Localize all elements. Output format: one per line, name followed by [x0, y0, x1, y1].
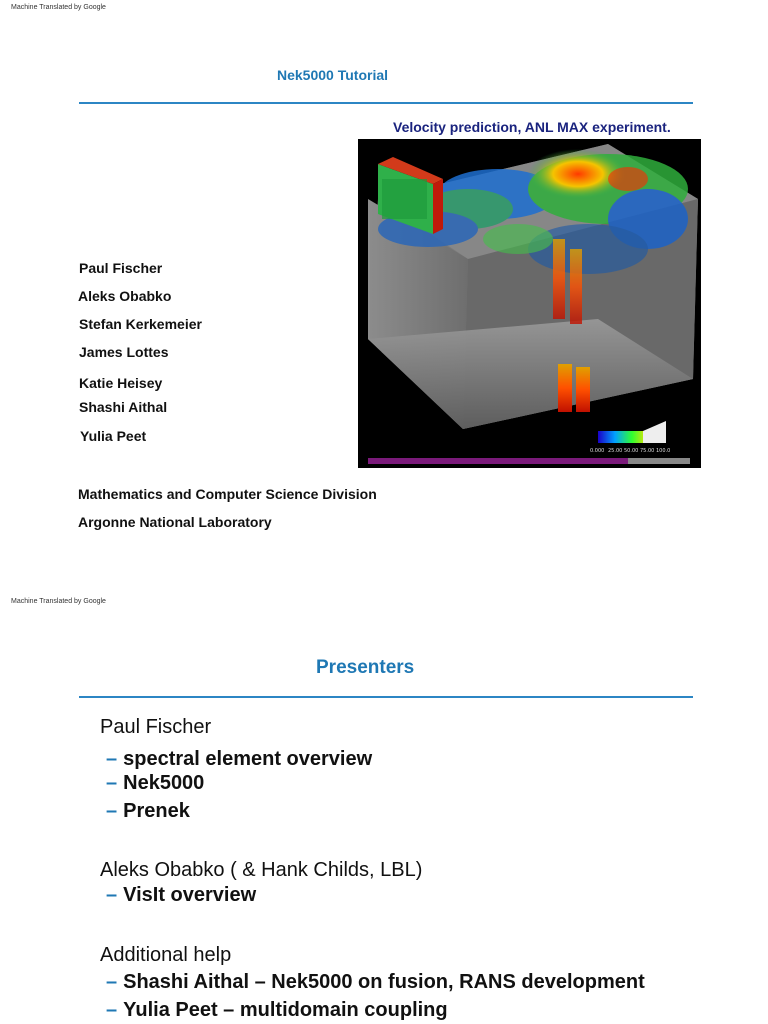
list-item: – Shashi Aithal – Nek5000 on fusion, RANS development [106, 971, 645, 993]
page-title: Nek5000 Tutorial [277, 67, 389, 83]
list-item-text: VisIt overview [123, 884, 257, 906]
list-item-text: Yulia Peet – multidomain coupling [123, 999, 448, 1021]
colorbar-tick: 25.00 [608, 448, 623, 454]
title-divider [79, 696, 693, 698]
figure-caption: Velocity prediction, ANL MAX experiment. [393, 119, 671, 135]
author-name: Katie Heisey [79, 375, 163, 391]
machine-translated-note: Machine Translated by Google [11, 598, 106, 605]
author-name: Stefan Kerkemeier [79, 316, 202, 332]
list-item: – spectral element overview [106, 748, 373, 770]
list-item-text: Nek5000 [123, 772, 205, 794]
author-name: Yulia Peet [80, 428, 147, 444]
colorbar-tick: 100.0 [656, 448, 671, 454]
list-item-text: spectral element overview [123, 748, 373, 770]
list-item-text: Shashi Aithal – Nek5000 on fusion, RANS development [123, 971, 645, 993]
author-name: Paul Fischer [79, 260, 163, 276]
affiliation-lab: Argonne National Laboratory [78, 514, 272, 530]
colorbar-tick: 50.00 [624, 448, 639, 454]
affiliation-division: Mathematics and Computer Science Division [78, 486, 377, 502]
title-divider [79, 102, 693, 104]
colorbar-tick: 75.00 [640, 448, 655, 454]
list-item: – Yulia Peet – multidomain coupling [106, 999, 448, 1021]
colorbar-tick: 0.000 [590, 448, 605, 454]
machine-translated-note: Machine Translated by Google [11, 4, 106, 11]
author-name: James Lottes [79, 344, 169, 360]
author-name: Shashi Aithal [79, 399, 168, 415]
section-title: Presenters [316, 657, 415, 678]
list-item: – Prenek [106, 800, 190, 822]
list-item: – VisIt overview [106, 884, 257, 906]
velocity-visualization-image [358, 139, 701, 468]
list-item: – Nek5000 [106, 772, 205, 794]
list-item-text: Prenek [123, 800, 190, 822]
presenter-name: Additional help [100, 944, 232, 966]
author-name: Aleks Obabko [78, 288, 172, 304]
presenter-name: Paul Fischer [100, 716, 212, 738]
presenter-name: Aleks Obabko ( & Hank Childs, LBL) [100, 859, 423, 881]
